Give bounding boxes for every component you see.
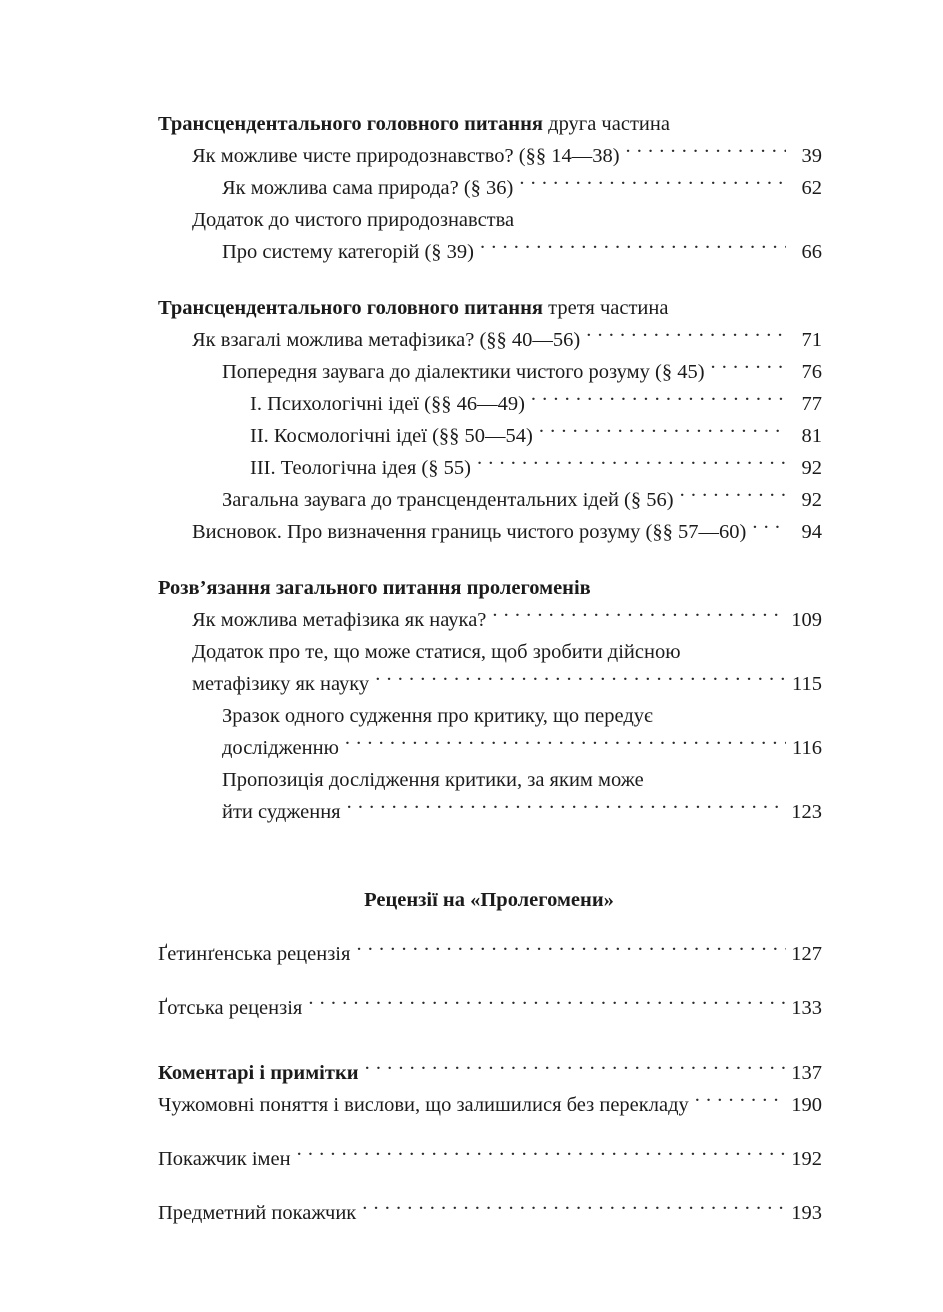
- dot-leader: [477, 454, 786, 475]
- dot-leader: [492, 606, 786, 627]
- toc-entry-title: Ґотська рецензія: [158, 997, 303, 1019]
- toc-entry[interactable]: [222, 356, 822, 388]
- toc-entry-page: 92: [801, 457, 822, 479]
- toc-entry-title-line2: йти судження: [222, 801, 341, 823]
- toc-entry-page: 94: [801, 521, 822, 543]
- dot-leader: [680, 486, 786, 507]
- block-heading: [158, 572, 822, 604]
- toc-entry-title: Ґетинґенська рецензія: [158, 943, 351, 965]
- toc-entry-title: III. Теологічна ідея (§ 55): [250, 457, 471, 479]
- reviews-spacer: [158, 828, 822, 884]
- block-heading-rest: третя частина: [543, 297, 669, 319]
- block-spacer: [158, 548, 822, 572]
- block-heading-bold: Розв’язання загального питання пролегоменів: [158, 577, 591, 599]
- toc-entry[interactable]: [158, 1057, 822, 1089]
- toc-entry-title: Попередня заувага до діалектики чистого розуму (§ 45): [222, 361, 705, 383]
- toc-entry[interactable]: [222, 764, 822, 828]
- toc-entry[interactable]: [192, 140, 822, 172]
- block-heading: [158, 108, 822, 140]
- dot-leader: [519, 174, 786, 195]
- toc-entry-page: 62: [801, 177, 822, 199]
- toc-block-reviews: [158, 884, 822, 1024]
- toc-entry[interactable]: [158, 1143, 822, 1175]
- toc-entry[interactable]: [222, 172, 822, 204]
- entry-spacer: [158, 1175, 822, 1197]
- toc-entry[interactable]: [192, 604, 822, 636]
- toc-entry-title: Висновок. Про визначення границь чистого розуму (§§ 57—60): [192, 521, 747, 543]
- toc-block-back-matter: [158, 1057, 822, 1229]
- toc-entry-title: Чужомовні поняття і вислови, що залишилися без перекладу: [158, 1094, 689, 1116]
- toc-entry-page: 81: [801, 425, 822, 447]
- toc-entry-title: Як взагалі можлива метафізика? (§§ 40—56): [192, 329, 581, 351]
- dot-leader: [752, 518, 786, 539]
- toc-entry-page: 190: [791, 1094, 822, 1116]
- toc-entry-page: 66: [801, 241, 822, 263]
- toc-block-resolution: [158, 572, 822, 828]
- toc-entry-page: 92: [801, 489, 822, 511]
- dot-leader: [347, 798, 786, 819]
- toc-entry[interactable]: [222, 236, 822, 268]
- toc-entry-title: I. Психологічні ідеї (§§ 46—49): [250, 393, 525, 415]
- entry-spacer: [158, 1121, 822, 1143]
- toc-entry-title-line1: Додаток про те, що може статися, щоб зробити дійсною: [192, 641, 681, 663]
- toc-block-part-three: [158, 292, 822, 548]
- block-heading-rest: друга частина: [543, 113, 670, 135]
- toc-entry[interactable]: [250, 420, 822, 452]
- toc-entry-title: Додаток до чистого природознавства: [192, 209, 515, 231]
- toc-entry-title-line2: метафізику як науку: [192, 673, 370, 695]
- dot-leader: [356, 940, 786, 961]
- dot-leader: [375, 670, 786, 691]
- toc-entry-page: 137: [791, 1062, 822, 1084]
- toc-entry-page: 116: [792, 737, 822, 759]
- toc-entry-title: Як можливе чисте природознавство? (§§ 14—38): [192, 145, 620, 167]
- dot-leader: [695, 1091, 786, 1112]
- dot-leader: [626, 142, 786, 163]
- toc-entry-last-line: [222, 732, 822, 764]
- toc-entry-title: Про систему категорій (§ 39): [222, 241, 474, 263]
- block-spacer: [158, 268, 822, 292]
- toc-entry-page: 192: [791, 1148, 822, 1170]
- block-heading-bold: Трансцендентального головного питання: [158, 113, 544, 135]
- reviews-heading-spacer: [158, 916, 822, 938]
- toc-entry-page: 115: [792, 673, 822, 695]
- toc-entry-title: Як можлива метафізика як наука?: [192, 609, 487, 631]
- dot-leader: [539, 422, 786, 443]
- block-heading-bold: Трансцендентального головного питання: [158, 297, 544, 319]
- toc-entry-title: Покажчик імен: [158, 1148, 291, 1170]
- toc-entry-title: Як можлива сама природа? (§ 36): [222, 177, 514, 199]
- toc-entry-last-line: [222, 796, 822, 828]
- dot-leader: [362, 1199, 786, 1220]
- toc-entry[interactable]: [222, 700, 822, 764]
- table-of-contents: [158, 108, 822, 1229]
- toc-entry[interactable]: [158, 992, 822, 1024]
- toc-entry-title: Коментарі і примітки: [158, 1062, 359, 1084]
- toc-entry[interactable]: [192, 324, 822, 356]
- toc-entry[interactable]: [158, 1197, 822, 1229]
- back-matter-spacer: [158, 1024, 822, 1057]
- toc-entry[interactable]: [192, 636, 822, 700]
- toc-entry-page: 71: [801, 329, 822, 351]
- reviews-heading: Рецензії на «Пролегомени»: [364, 889, 614, 911]
- dot-leader: [365, 1059, 786, 1080]
- dot-leader: [531, 390, 786, 411]
- toc-entry-title: Предметний покажчик: [158, 1202, 357, 1224]
- dot-leader: [308, 994, 786, 1015]
- toc-entry-title: II. Космологічні ідеї (§§ 50—54): [250, 425, 533, 447]
- block-heading: [158, 292, 822, 324]
- toc-entry-page: 127: [791, 943, 822, 965]
- dot-leader: [297, 1145, 786, 1166]
- toc-entry-title-line1: Зразок одного судження про критику, що передує: [222, 705, 653, 727]
- dot-leader: [345, 734, 786, 755]
- toc-entry-page: 77: [801, 393, 822, 415]
- dot-leader: [480, 238, 786, 259]
- toc-entry-page: 76: [801, 361, 822, 383]
- entry-spacer: [158, 970, 822, 992]
- toc-entry-page: 39: [801, 145, 822, 167]
- toc-entry-page: 123: [791, 801, 822, 823]
- toc-entry-page: 109: [791, 609, 822, 631]
- toc-entry: [192, 204, 822, 236]
- toc-entry[interactable]: [158, 938, 822, 970]
- toc-entry[interactable]: [192, 516, 822, 548]
- toc-entry-last-line: [192, 668, 822, 700]
- toc-entry-title-line1: Пропозиція дослідження критики, за яким може: [222, 769, 644, 791]
- toc-entry-title: Загальна заувага до трансцендентальних ідей (§ 56): [222, 489, 674, 511]
- toc-entry[interactable]: [250, 452, 822, 484]
- toc-block-part-two: [158, 108, 822, 268]
- toc-entry-title-line2: дослідженню: [222, 737, 339, 759]
- dot-leader: [586, 326, 786, 347]
- toc-entry[interactable]: [158, 1089, 822, 1121]
- toc-entry[interactable]: [222, 484, 822, 516]
- toc-entry-page: 193: [791, 1202, 822, 1224]
- toc-entry-page: 133: [791, 997, 822, 1019]
- dot-leader: [711, 358, 786, 379]
- toc-entry[interactable]: [250, 388, 822, 420]
